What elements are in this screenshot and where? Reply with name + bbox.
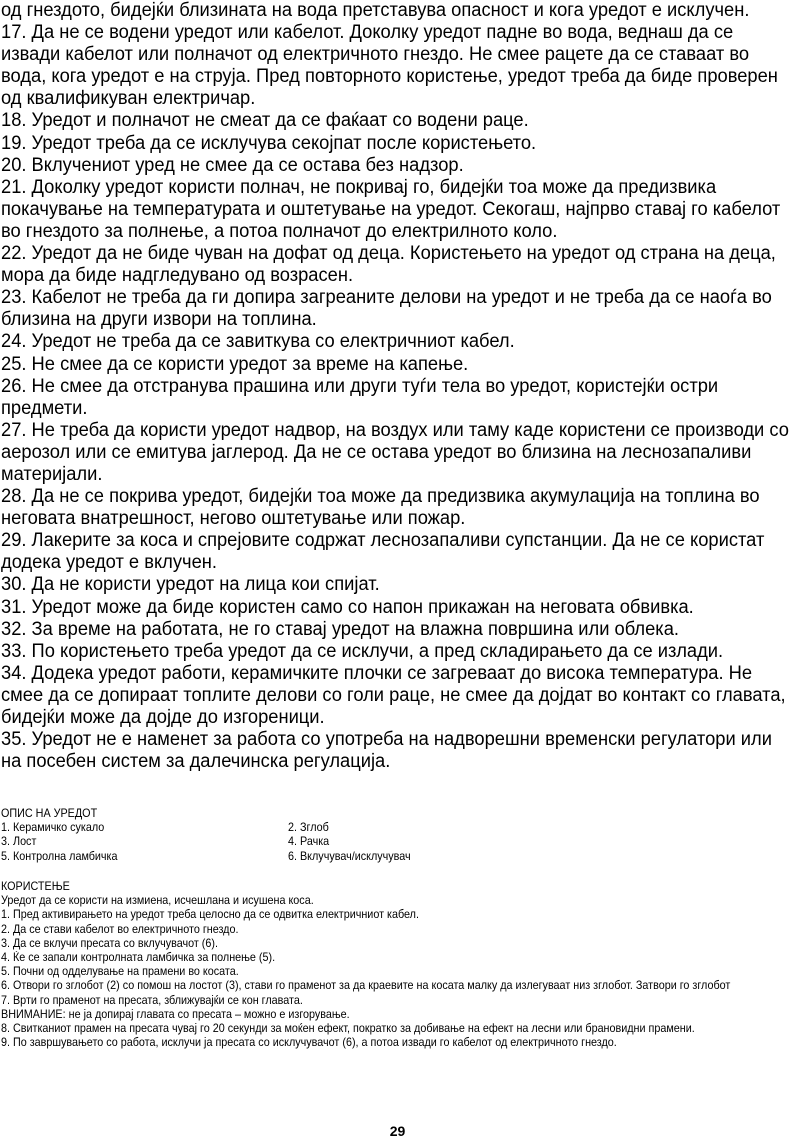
- instruction-paragraph: од гнездото, бидејќи близината на вода претставува опасност и кога уредот е исклучен.: [1, 0, 750, 21]
- instruction-paragraph: 24. Уредот не треба да се завиткува со електричниот кабел.: [1, 330, 515, 353]
- instruction-paragraph: 17. Да не се водени уредот или кабелот. Доколку уредот падне во вода, веднаш да се извади кабелот или полначот од електричното гнездо. Не смее рацете да се ставаат во вода, кога уредот е на струја. Пред повторното користење, уредот треба да биде проверен од квалификуван електричар.: [1, 21, 778, 110]
- instruction-paragraph: 29. Лакерите за коса и спрејовите содржат леснозапаливи супстанции. Да не се користат додека уредот е вклучен.: [1, 529, 765, 574]
- instruction-paragraph: 20. Вклучениот уред не смее да се остава без надзор.: [1, 153, 464, 176]
- instruction-paragraph: 28. Да не се покрива уредот, бидејќи тоа може да предизвика акумулација на топлина во неговата внатрешност, негово оштетување или пожар.: [1, 485, 760, 530]
- usage-step: 1. Пред активирањето на уредот треба целосно да се одвитка електричниот кабел.: [1, 908, 419, 922]
- instruction-paragraph: 18. Уредот и полначот не смеат да се фаќаат со водени раце.: [1, 109, 529, 132]
- usage-section: [1, 880, 795, 1050]
- usage-step: 3. Да се вклучи пресата со вклучувачот (6).: [1, 936, 218, 950]
- page-number: 29: [389, 1123, 406, 1139]
- usage-step: 4. Ќе се запали контролната ламбичка за полнење (5).: [1, 951, 276, 965]
- instruction-paragraph: 19. Уредот треба да се исклучува секојпат после користењето.: [1, 131, 537, 154]
- part-item: 6. Вклучувач/исклучувач: [288, 849, 411, 863]
- part-item: 1. Керамичко сукало: [1, 821, 105, 835]
- safety-instructions: [1, 0, 795, 772]
- instruction-paragraph: 26. Не смее да отстранува прашина или други туѓи тела во уредот, користејќи остри предмети.: [1, 374, 719, 419]
- instruction-paragraph: 21. Доколку уредот користи полнач, не покривај го, бидејќи тоа може да предизвика покачување на температурата и оштетување на уредот. Секогаш, најпрво ставај го кабелот во гнездото за полнење, а потоа полначот до електрилното коло.: [1, 175, 781, 242]
- instruction-paragraph: 32. За време на работата, не го ставај уредот на влажна површина или облека.: [1, 617, 679, 640]
- instruction-paragraph: 35. Уредот не е наменет за работа со употреба на надворешни временски регулатори или на посебен систем за далечинска регулација.: [1, 728, 772, 773]
- usage-step: 6. Отвори го зглобот (2) со помош на лостот (3), стави го праменот за да краевите на косата малку да излегуваат низ зглобот. Затвори го зглобот: [1, 979, 731, 993]
- instruction-paragraph: 23. Кабелот не треба да ги допира загреаните делови на уредот и не треба да се наоѓа во близина на други извори на топлина.: [1, 286, 772, 331]
- section-heading: КОРИСТЕЊЕ: [1, 880, 70, 893]
- instruction-paragraph: 22. Уредот да не биде чуван на дофат од деца. Користењето на уредот од страна на деца, мора да биде надгледувано од возрасен.: [1, 242, 776, 287]
- instruction-paragraph: 33. По користењето треба уредот да се исклучи, а пред складирањето да се излади.: [1, 639, 724, 662]
- instruction-paragraph: 30. Да не користи уредот на лица кои спијат.: [1, 573, 380, 596]
- usage-intro: Уредот да се користи на измиена, исчешлана и исушена коса.: [1, 894, 314, 908]
- part-item: 2. Зглоб: [288, 821, 329, 835]
- part-item: 3. Лост: [1, 835, 37, 849]
- usage-step: 5. Почни од одделување на прамени во косата.: [1, 965, 239, 979]
- usage-step: 7. Врти го праменот на пресата, зближувајќи се кон главата.: [1, 993, 303, 1007]
- instruction-paragraph: 27. Не треба да користи уредот надвор, на воздух или таму каде користени се производи со аерозол или се емитува јаглерод. Да не се остава уредот во близина на леснозапаливи материјали.: [1, 418, 789, 485]
- instruction-paragraph: 34. Додека уредот работи, керамичките плочки се загреваат до висока температура. Не смее да се допираат топлите делови со голи раце, не смее да дојдат во контакт со главата, бидејќи може да дојде до изгореници.: [1, 661, 786, 728]
- section-heading: ОПИС НА УРЕДОТ: [1, 807, 98, 820]
- warning-note: ВНИМАНИЕ: не ја допирај главата со пресата – можно е изгорување.: [1, 1007, 350, 1021]
- device-description: [1, 807, 795, 864]
- parts-list: [1, 821, 795, 864]
- usage-step: 9. По завршувањето со работа, исклучи ја пресата со исклучувачот (6), а потоа извади го кабелот од електричното гнездо.: [1, 1036, 617, 1050]
- usage-step: 2. Да се стави кабелот во електричното гнездо.: [1, 922, 239, 936]
- instruction-paragraph: 31. Уредот може да биде користен само со напон прикажан на неговата обвивка.: [1, 595, 694, 618]
- part-item: 4. Рачка: [288, 835, 330, 849]
- part-item: 5. Контролна ламбичка: [1, 849, 118, 863]
- instruction-paragraph: 25. Не смее да се користи уредот за време на капење.: [1, 352, 469, 375]
- usage-step: 8. Свитканиот прамен на пресата чувај го 20 секунди за моќен ефект, пократко за добивање на ефект на лесни или брановидни прамени.: [1, 1022, 695, 1036]
